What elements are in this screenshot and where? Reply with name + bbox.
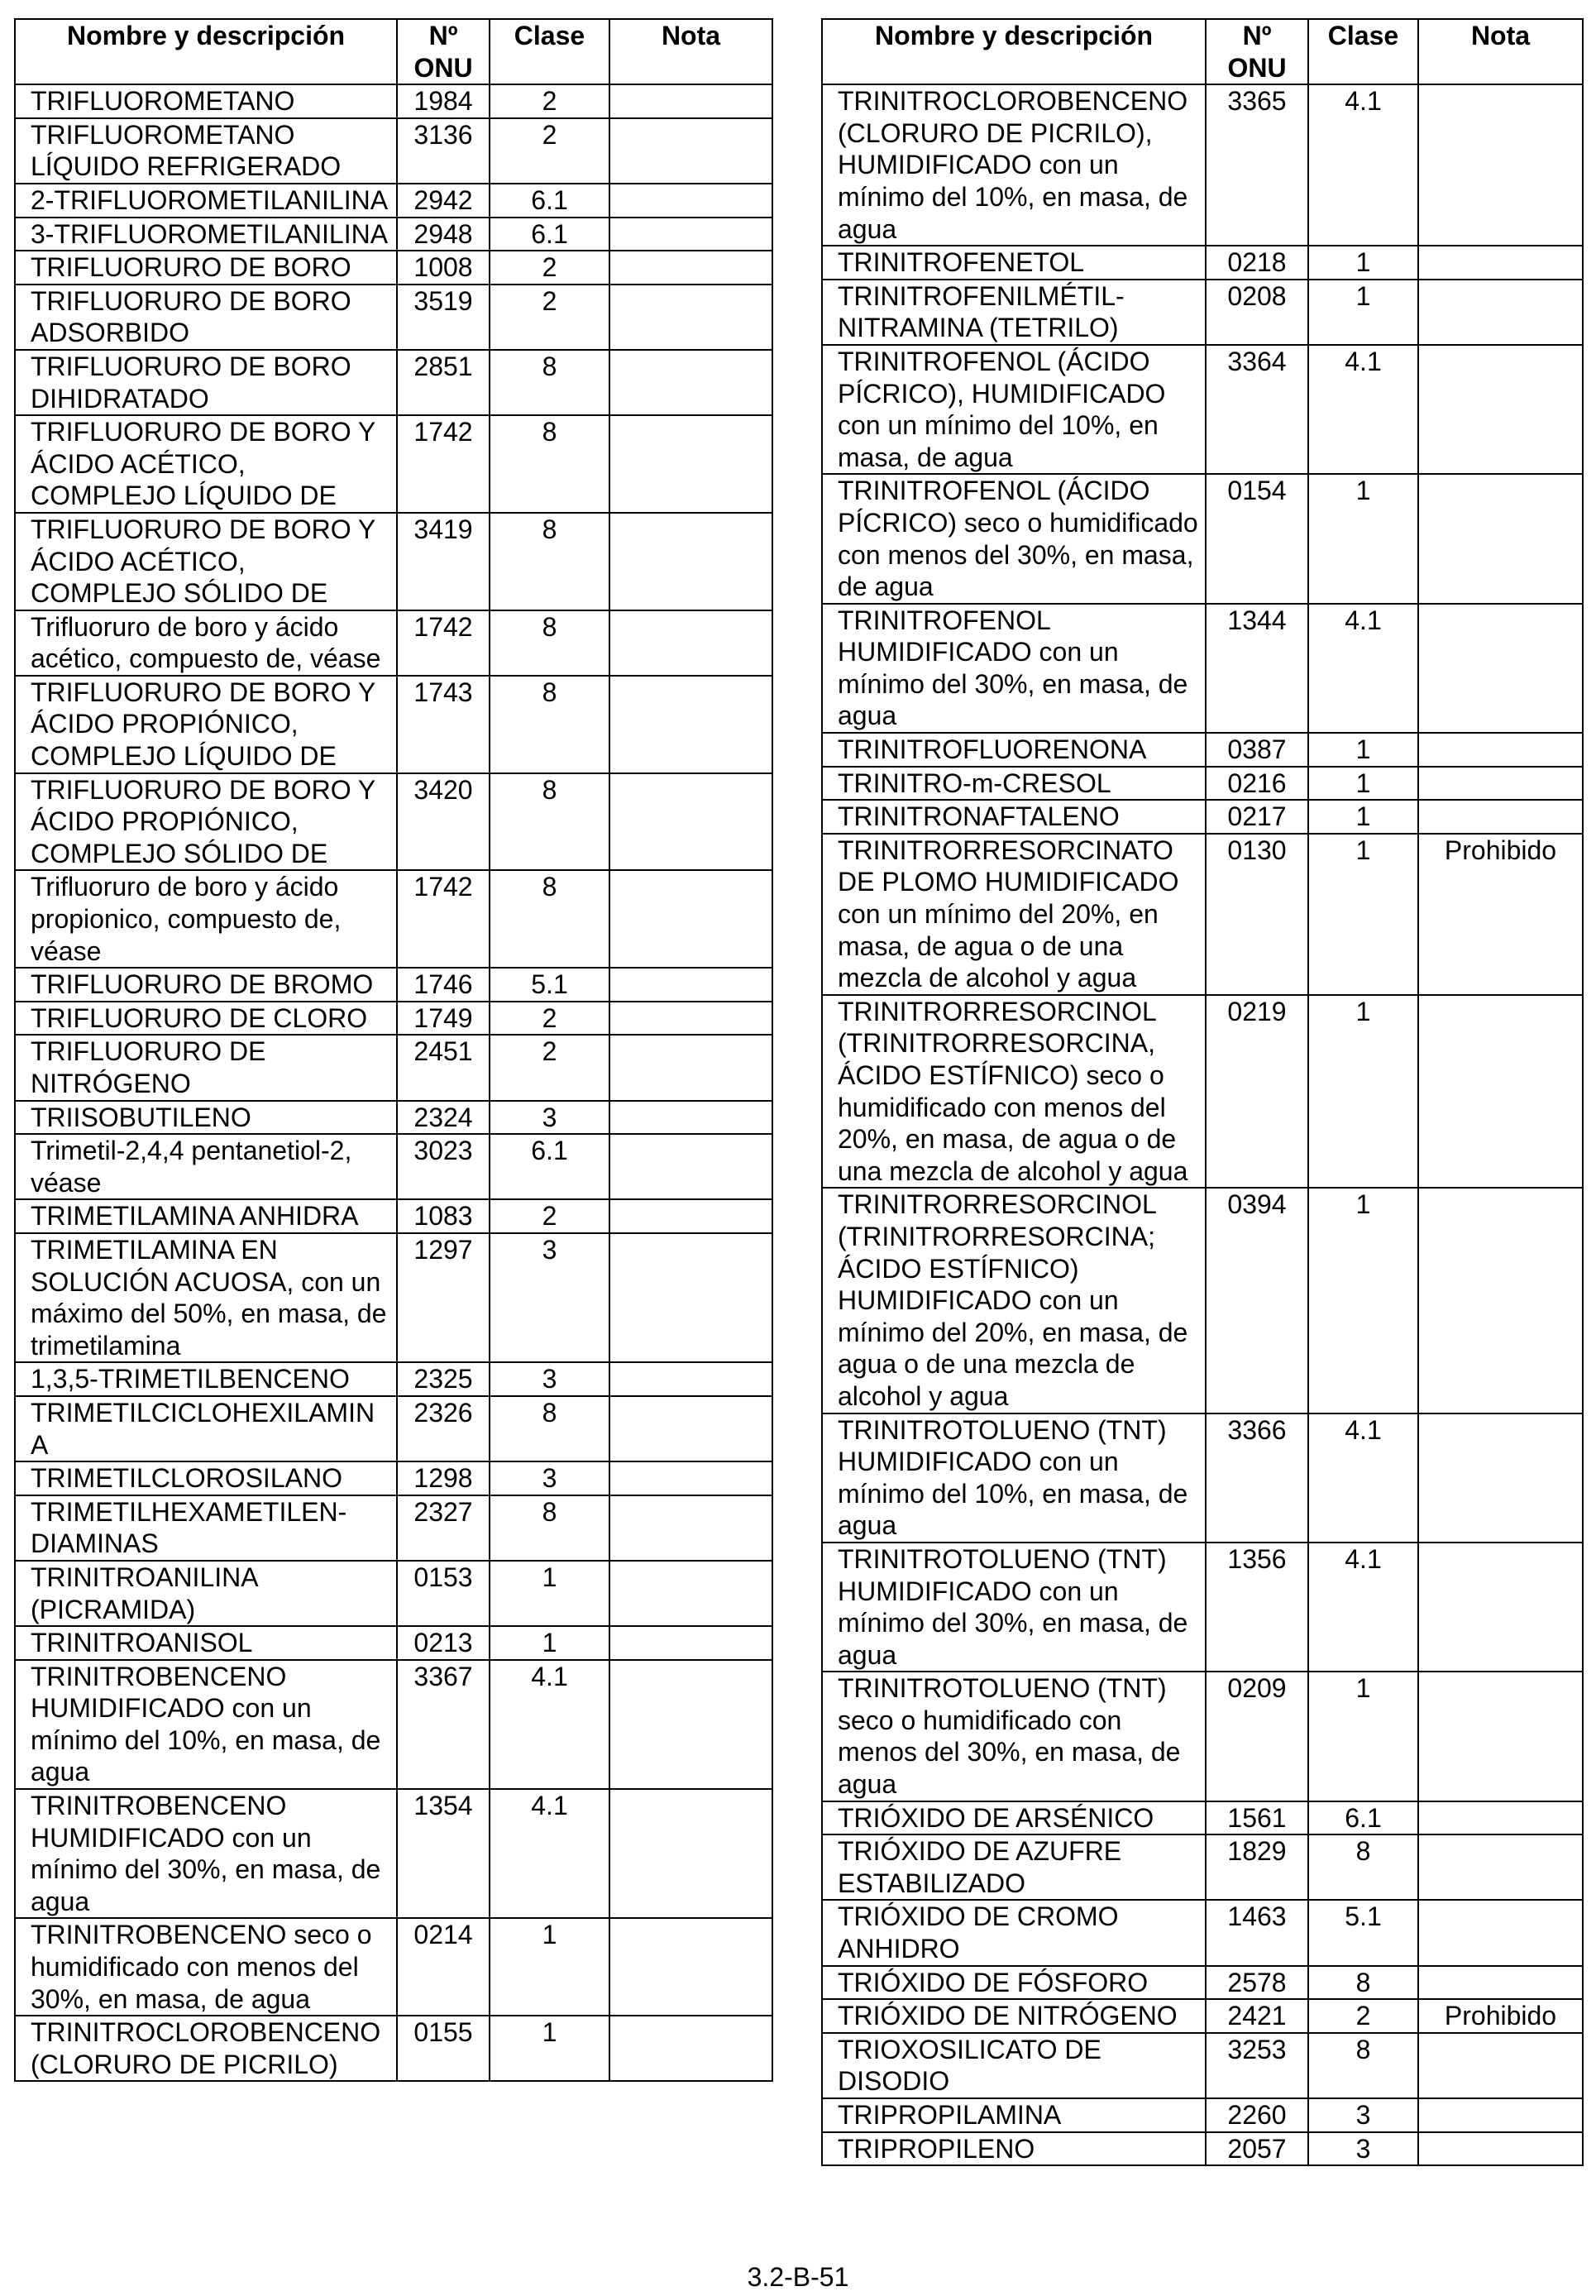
hazard-class: 2 — [1308, 1999, 1418, 2033]
dangerous-goods-table-left — [14, 18, 773, 2082]
un-number: 1749 — [397, 1002, 490, 1036]
note — [1418, 1413, 1583, 1543]
hazard-class: 3 — [490, 1461, 609, 1495]
substance-name: 1,3,5-TRIMETILBENCENO — [15, 1362, 397, 1396]
substance-name: TRIOXOSILICATO DE DISODIO — [822, 2033, 1206, 2098]
note — [609, 184, 772, 218]
un-number: 2327 — [397, 1495, 490, 1561]
substance-name: TRINITRORRESORCINOL (TRINITRORRESORCINA; ÁCIDO ESTÍFNICO) HUMIDIFICADO con un mínimo del 20%, en masa, de agua o de una mezcla de alcohol y agua — [822, 1188, 1206, 1413]
table-row — [822, 834, 1583, 995]
un-number: 0216 — [1206, 767, 1308, 801]
substance-name: TRIFLUORURO DE BORO — [15, 251, 397, 285]
un-number: 0217 — [1206, 800, 1308, 834]
substance-name: TRINITRORRESORCINOL (TRINITRORRESORCINA, ÁCIDO ESTÍFNICO) seco o humidificado con menos del 20%, en masa, de agua o de una mezcla de alcohol y agua — [822, 995, 1206, 1189]
table-row — [15, 350, 772, 415]
table-row — [15, 1362, 772, 1396]
table-row — [15, 1789, 772, 1918]
table-row — [15, 218, 772, 251]
substance-name: TRINITROBENCENO seco o humidificado con menos del 30%, en masa, de agua — [15, 1918, 397, 2016]
note: Prohibido — [1418, 834, 1583, 995]
table-row — [15, 1134, 772, 1199]
un-number: 1742 — [397, 415, 490, 513]
table-row — [15, 1660, 772, 1789]
substance-name: TRINITROCLOROBENCENO (CLORURO DE PICRILO) — [15, 2016, 397, 2081]
substance-name: TRIFLUOROMETANO — [15, 84, 397, 118]
substance-name: TRINITROBENCENO HUMIDIFICADO con un mínimo del 10%, en masa, de agua — [15, 1660, 397, 1789]
hazard-class: 8 — [490, 870, 609, 968]
header-clase: Clase — [1308, 19, 1418, 84]
un-number: 0209 — [1206, 1672, 1308, 1801]
un-number: 2326 — [397, 1396, 490, 1461]
table-row — [15, 773, 772, 871]
table-row — [15, 1233, 772, 1362]
hazard-class: 8 — [1308, 2033, 1418, 2098]
un-number: 2421 — [1206, 1999, 1308, 2033]
substance-name: TRINITROFENOL HUMIDIFICADO con un mínimo del 30%, en masa, de agua — [822, 604, 1206, 733]
table-row — [822, 1543, 1583, 1672]
hazard-class: 2 — [490, 1199, 609, 1233]
table-row — [822, 345, 1583, 474]
table-row — [822, 1900, 1583, 1965]
hazard-class: 3 — [1308, 2132, 1418, 2166]
note — [609, 773, 772, 871]
note — [609, 1561, 772, 1626]
un-number: 3023 — [397, 1134, 490, 1199]
hazard-class: 3 — [490, 1101, 609, 1135]
un-number: 1463 — [1206, 1900, 1308, 1965]
substance-name: TRINITROBENCENO HUMIDIFICADO con un mínimo del 30%, en masa, de agua — [15, 1789, 397, 1918]
table-header-row — [15, 19, 772, 84]
hazard-class: 8 — [1308, 1966, 1418, 2000]
substance-name: TRINITRONAFTALENO — [822, 800, 1206, 834]
hazard-class: 4.1 — [490, 1660, 609, 1789]
hazard-class: 1 — [1308, 767, 1418, 801]
un-number: 0153 — [397, 1561, 490, 1626]
un-number: 2057 — [1206, 2132, 1308, 2166]
un-number: 1742 — [397, 610, 490, 676]
substance-name: TRIMETILAMINA ANHIDRA — [15, 1199, 397, 1233]
hazard-class: 2 — [490, 118, 609, 184]
un-number: 1297 — [397, 1233, 490, 1362]
substance-name: TRIMETILHEXAMETILEN-DIAMINAS — [15, 1495, 397, 1561]
un-number: 0214 — [397, 1918, 490, 2016]
hazard-class: 4.1 — [490, 1789, 609, 1918]
note — [609, 1789, 772, 1918]
substance-name: TRIÓXIDO DE NITRÓGENO — [822, 1999, 1206, 2033]
table-row — [15, 610, 772, 676]
note — [1418, 1966, 1583, 2000]
table-row — [15, 1101, 772, 1135]
header-onu: Nº ONU — [1206, 19, 1308, 84]
hazard-class: 1 — [1308, 1188, 1418, 1413]
table-row — [822, 733, 1583, 767]
hazard-class: 1 — [1308, 800, 1418, 834]
un-number: 1742 — [397, 870, 490, 968]
table-row — [822, 800, 1583, 834]
note — [609, 1362, 772, 1396]
substance-name: TRINITROFENILMÉTIL-NITRAMINA (TETRILO) — [822, 280, 1206, 345]
substance-name: Trifluoruro de boro y ácido acético, compuesto de, véase — [15, 610, 397, 676]
hazard-class: 1 — [490, 2016, 609, 2081]
table-row — [822, 1834, 1583, 1900]
table-row — [15, 118, 772, 184]
note — [609, 610, 772, 676]
un-number: 3420 — [397, 773, 490, 871]
hazard-class: 1 — [1308, 1672, 1418, 1801]
hazard-class: 1 — [490, 1561, 609, 1626]
table-row — [822, 2132, 1583, 2166]
substance-name: TRIFLUOROMETANO LÍQUIDO REFRIGERADO — [15, 118, 397, 184]
un-number: 1083 — [397, 1199, 490, 1233]
header-name: Nombre y descripción — [822, 19, 1206, 84]
substance-name: TRINITROFENOL (ÁCIDO PÍCRICO) seco o humidificado con menos del 30%, en masa, de agua — [822, 474, 1206, 603]
un-number: 0213 — [397, 1626, 490, 1660]
substance-name: TRIFLUORURO DE BORO Y ÁCIDO PROPIÓNICO, COMPLEJO LÍQUIDO DE — [15, 676, 397, 773]
hazard-class: 3 — [1308, 2098, 1418, 2132]
hazard-class: 4.1 — [1308, 604, 1418, 733]
note — [609, 84, 772, 118]
table-row — [822, 280, 1583, 345]
un-number: 0130 — [1206, 834, 1308, 995]
note — [609, 968, 772, 1002]
substance-name: TRIÓXIDO DE FÓSFORO — [822, 1966, 1206, 2000]
un-number: 3367 — [397, 1660, 490, 1789]
substance-name: TRINITROTOLUENO (TNT) HUMIDIFICADO con un mínimo del 10%, en masa, de agua — [822, 1413, 1206, 1543]
substance-name: TRINITROFENOL (ÁCIDO PÍCRICO), HUMIDIFICADO con un mínimo del 10%, en masa, de agua — [822, 345, 1206, 474]
substance-name: TRIFLUORURO DE BORO Y ÁCIDO ACÉTICO, COMPLEJO SÓLIDO DE — [15, 513, 397, 610]
substance-name: TRIMETILCLOROSILANO — [15, 1461, 397, 1495]
substance-name: 2-TRIFLUOROMETILANILINA — [15, 184, 397, 218]
note: Prohibido — [1418, 1999, 1583, 2033]
header-nota: Nota — [1418, 19, 1583, 84]
hazard-class: 2 — [490, 285, 609, 350]
hazard-class: 1 — [1308, 474, 1418, 603]
note — [1418, 2033, 1583, 2098]
hazard-class: 6.1 — [490, 1134, 609, 1199]
un-number: 0154 — [1206, 474, 1308, 603]
note — [609, 513, 772, 610]
hazard-class: 1 — [1308, 280, 1418, 345]
hazard-class: 6.1 — [490, 218, 609, 251]
hazard-class: 4.1 — [1308, 1543, 1418, 1672]
note — [609, 1918, 772, 2016]
table-row — [15, 1918, 772, 2016]
note — [609, 1134, 772, 1199]
note — [609, 1233, 772, 1362]
un-number: 1008 — [397, 251, 490, 285]
dangerous-goods-table-right — [821, 18, 1584, 2166]
table-row — [15, 1461, 772, 1495]
table-row — [15, 415, 772, 513]
un-number: 2942 — [397, 184, 490, 218]
note — [609, 285, 772, 350]
un-number: 2851 — [397, 350, 490, 415]
hazard-class: 1 — [490, 1626, 609, 1660]
table-row — [822, 2098, 1583, 2132]
note — [609, 870, 772, 968]
table-row — [15, 1396, 772, 1461]
hazard-class: 4.1 — [1308, 1413, 1418, 1543]
table-row — [15, 513, 772, 610]
hazard-class: 4.1 — [1308, 345, 1418, 474]
header-name: Nombre y descripción — [15, 19, 397, 84]
note — [609, 1199, 772, 1233]
substance-name: TRINITROANILINA (PICRAMIDA) — [15, 1561, 397, 1626]
un-number: 0394 — [1206, 1188, 1308, 1413]
substance-name: TRINITROTOLUENO (TNT) seco o humidificado con menos del 30%, en masa, de agua — [822, 1672, 1206, 1801]
un-number: 2325 — [397, 1362, 490, 1396]
note — [1418, 1834, 1583, 1900]
hazard-class: 8 — [490, 1396, 609, 1461]
un-number: 0219 — [1206, 995, 1308, 1189]
substance-name: TRIMETILAMINA EN SOLUCIÓN ACUOSA, con un máximo del 50%, en masa, de trimetilamina — [15, 1233, 397, 1362]
hazard-class: 8 — [490, 773, 609, 871]
hazard-class: 8 — [490, 676, 609, 773]
hazard-class: 5.1 — [1308, 1900, 1418, 1965]
note — [1418, 1900, 1583, 1965]
note — [1418, 767, 1583, 801]
note — [609, 676, 772, 773]
un-number: 2578 — [1206, 1966, 1308, 2000]
table-row — [822, 1999, 1583, 2033]
un-number: 0218 — [1206, 246, 1308, 280]
hazard-class: 1 — [1308, 733, 1418, 767]
un-number: 0155 — [397, 2016, 490, 2081]
hazard-class: 3 — [490, 1362, 609, 1396]
un-number: 1984 — [397, 84, 490, 118]
table-row — [822, 1188, 1583, 1413]
table-row — [822, 767, 1583, 801]
table-row — [822, 2033, 1583, 2098]
un-number: 3419 — [397, 513, 490, 610]
un-number: 1743 — [397, 676, 490, 773]
substance-name: TRIFLUORURO DE BROMO — [15, 968, 397, 1002]
table-row — [15, 251, 772, 285]
note — [1418, 1672, 1583, 1801]
table-row — [15, 285, 772, 350]
table-row — [15, 1035, 772, 1100]
table-row — [822, 604, 1583, 733]
hazard-class: 1 — [1308, 246, 1418, 280]
un-number: 1829 — [1206, 1834, 1308, 1900]
substance-name: TRIFLUORURO DE BORO Y ÁCIDO PROPIÓNICO, COMPLEJO SÓLIDO DE — [15, 773, 397, 871]
substance-name: TRINITROANISOL — [15, 1626, 397, 1660]
note — [609, 1626, 772, 1660]
table-row — [15, 1495, 772, 1561]
table-row — [822, 1801, 1583, 1835]
un-number: 0208 — [1206, 280, 1308, 345]
substance-name: TRIFLUORURO DE BORO ADSORBIDO — [15, 285, 397, 350]
header-nota: Nota — [609, 19, 772, 84]
substance-name: TRIÓXIDO DE CROMO ANHIDRO — [822, 1900, 1206, 1965]
note — [1418, 995, 1583, 1189]
table-row — [15, 2016, 772, 2081]
substance-name: TRIFLUORURO DE BORO DIHIDRATADO — [15, 350, 397, 415]
un-number: 2948 — [397, 218, 490, 251]
substance-name: TRINITROCLOROBENCENO (CLORURO DE PICRILO), HUMIDIFICADO con un mínimo del 10%, en masa, de agua — [822, 84, 1206, 246]
hazard-class: 8 — [1308, 1834, 1418, 1900]
hazard-class: 1 — [1308, 995, 1418, 1189]
note — [1418, 733, 1583, 767]
hazard-class: 1 — [1308, 834, 1418, 995]
table-row — [822, 246, 1583, 280]
table-row — [15, 1561, 772, 1626]
table-header-row — [822, 19, 1583, 84]
note — [609, 1002, 772, 1036]
substance-name: TRIFLUORURO DE CLORO — [15, 1002, 397, 1036]
substance-name: TRINITROFENETOL — [822, 246, 1206, 280]
substance-name: TRIPROPILAMINA — [822, 2098, 1206, 2132]
note — [609, 251, 772, 285]
hazard-class: 6.1 — [1308, 1801, 1418, 1835]
un-number: 3365 — [1206, 84, 1308, 246]
note — [1418, 1543, 1583, 1672]
un-number: 1356 — [1206, 1543, 1308, 1672]
table-row — [15, 184, 772, 218]
substance-name: TRINITROFLUORENONA — [822, 733, 1206, 767]
un-number: 1746 — [397, 968, 490, 1002]
header-clase: Clase — [490, 19, 609, 84]
note — [1418, 800, 1583, 834]
un-number: 2260 — [1206, 2098, 1308, 2132]
hazard-class: 2 — [490, 1002, 609, 1036]
note — [609, 1495, 772, 1561]
note — [609, 1396, 772, 1461]
substance-name: TRIÓXIDO DE AZUFRE ESTABILIZADO — [822, 1834, 1206, 1900]
substance-name: TRIFLUORURO DE NITRÓGENO — [15, 1035, 397, 1100]
un-number: 3519 — [397, 285, 490, 350]
table-row — [822, 995, 1583, 1189]
un-number: 3364 — [1206, 345, 1308, 474]
table-row — [15, 968, 772, 1002]
note — [1418, 474, 1583, 603]
table-row — [15, 1626, 772, 1660]
table-row — [822, 474, 1583, 603]
un-number: 0387 — [1206, 733, 1308, 767]
hazard-class: 2 — [490, 1035, 609, 1100]
table-row — [15, 676, 772, 773]
substance-name: TRIISOBUTILENO — [15, 1101, 397, 1135]
un-number: 3253 — [1206, 2033, 1308, 2098]
hazard-class: 8 — [490, 415, 609, 513]
un-number: 2324 — [397, 1101, 490, 1135]
hazard-class: 3 — [490, 1233, 609, 1362]
un-number: 3366 — [1206, 1413, 1308, 1543]
note — [609, 350, 772, 415]
table-row — [15, 1199, 772, 1233]
note — [1418, 1801, 1583, 1835]
substance-name: TRINITROTOLUENO (TNT) HUMIDIFICADO con un mínimo del 30%, en masa, de agua — [822, 1543, 1206, 1672]
table-row — [822, 1413, 1583, 1543]
hazard-class: 6.1 — [490, 184, 609, 218]
un-number: 1354 — [397, 1789, 490, 1918]
hazard-class: 2 — [490, 84, 609, 118]
un-number: 3136 — [397, 118, 490, 184]
table-row — [822, 1672, 1583, 1801]
note — [609, 2016, 772, 2081]
substance-name: 3-TRIFLUOROMETILANILINA — [15, 218, 397, 251]
substance-name: TRIMETILCICLOHEXILAMINA — [15, 1396, 397, 1461]
note — [1418, 280, 1583, 345]
hazard-class: 1 — [490, 1918, 609, 2016]
substance-name: Trifluoruro de boro y ácido propionico, compuesto de, véase — [15, 870, 397, 968]
substance-name: TRIFLUORURO DE BORO Y ÁCIDO ACÉTICO, COMPLEJO LÍQUIDO DE — [15, 415, 397, 513]
substance-name: TRINITRO-m-CRESOL — [822, 767, 1206, 801]
note — [609, 415, 772, 513]
table-row — [822, 84, 1583, 246]
substance-name: TRIÓXIDO DE ARSÉNICO — [822, 1801, 1206, 1835]
note — [1418, 604, 1583, 733]
table-row — [822, 1966, 1583, 2000]
hazard-class: 8 — [490, 610, 609, 676]
header-onu: Nº ONU — [397, 19, 490, 84]
hazard-class: 8 — [490, 1495, 609, 1561]
table-row — [15, 1002, 772, 1036]
un-number: 2451 — [397, 1035, 490, 1100]
note — [1418, 1188, 1583, 1413]
note — [609, 1035, 772, 1100]
hazard-class: 8 — [490, 350, 609, 415]
hazard-class: 2 — [490, 251, 609, 285]
note — [609, 1461, 772, 1495]
note — [1418, 84, 1583, 246]
substance-name: TRINITRORRESORCINATO DE PLOMO HUMIDIFICADO con un mínimo del 20%, en masa, de agua o de una mezcla de alcohol y agua — [822, 834, 1206, 995]
un-number: 1298 — [397, 1461, 490, 1495]
un-number: 1561 — [1206, 1801, 1308, 1835]
note — [1418, 2132, 1583, 2166]
note — [609, 218, 772, 251]
note — [1418, 345, 1583, 474]
note — [609, 1101, 772, 1135]
hazard-class: 8 — [490, 513, 609, 610]
note — [1418, 2098, 1583, 2132]
note — [609, 118, 772, 184]
table-row — [15, 84, 772, 118]
hazard-class: 5.1 — [490, 968, 609, 1002]
un-number: 1344 — [1206, 604, 1308, 733]
hazard-class: 4.1 — [1308, 84, 1418, 246]
page-number: 3.2-B-51 — [747, 2262, 849, 2292]
substance-name: TRIPROPILENO — [822, 2132, 1206, 2166]
note — [1418, 246, 1583, 280]
note — [609, 1660, 772, 1789]
table-row — [15, 870, 772, 968]
substance-name: Trimetil-2,4,4 pentanetiol-2, véase — [15, 1134, 397, 1199]
